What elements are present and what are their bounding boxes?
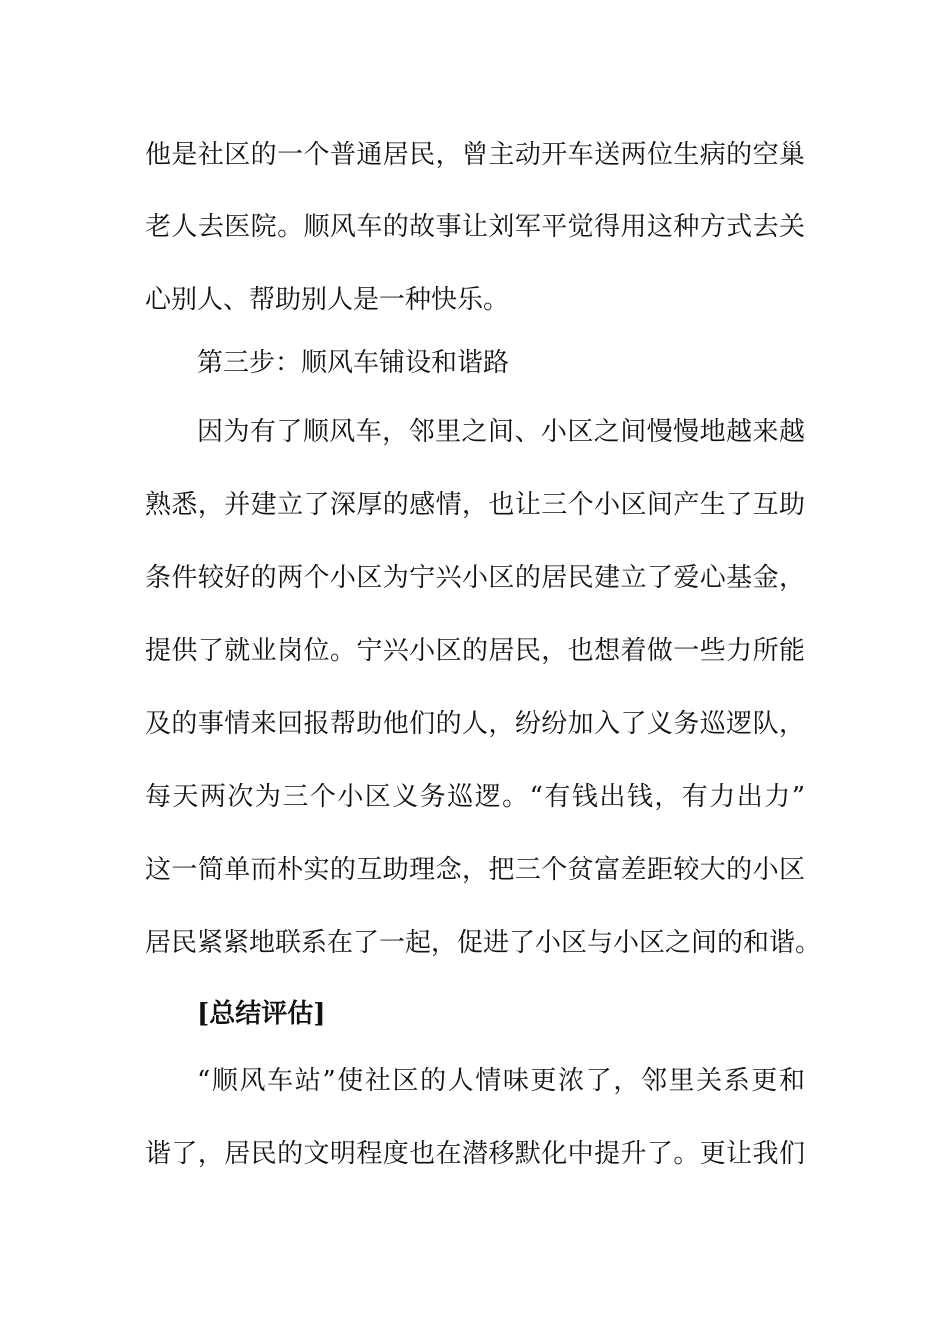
text-line-12: 居民紧紧地联系在了一起，促进了小区与小区之间的和谐。 bbox=[145, 928, 822, 958]
text-line-15: 谐了，居民的文明程度也在潜移默化中提升了。更让我们 bbox=[145, 1139, 805, 1169]
text-line-11: 这一简单而朴实的互助理念，把三个贫富差距较大的小区 bbox=[145, 855, 805, 885]
text-line-6: 熟悉，并建立了深厚的感情，也让三个小区间产生了互助 bbox=[145, 490, 805, 520]
text-line-14: “顺风车站”使社区的人情味更浓了，邻里关系更和 bbox=[197, 1066, 805, 1096]
text-line-7: 条件较好的两个小区为宁兴小区的居民建立了爱心基金， bbox=[145, 563, 805, 593]
text-line-1: 他是社区的一个普通居民，曾主动开车送两位生病的空巢 bbox=[145, 140, 805, 170]
text-line-3: 心别人、帮助别人是一种快乐。 bbox=[145, 285, 510, 315]
section-heading-step-three: 第三步：顺风车铺设和谐路 bbox=[197, 348, 510, 378]
text-line-5: 因为有了顺风车，邻里之间、小区之间慢慢地越来越 bbox=[197, 417, 805, 447]
text-line-2: 老人去医院。顺风车的故事让刘军平觉得用这种方式去关 bbox=[145, 212, 805, 242]
section-heading-summary: [总结评估] bbox=[197, 999, 326, 1029]
text-line-10: 每天两次为三个小区义务巡逻。“有钱出钱，有力出力” bbox=[145, 782, 805, 812]
text-line-8: 提供了就业岗位。宁兴小区的居民，也想着做一些力所能 bbox=[145, 636, 805, 666]
text-line-9: 及的事情来回报帮助他们的人，纷纷加入了义务巡逻队， bbox=[145, 709, 805, 739]
